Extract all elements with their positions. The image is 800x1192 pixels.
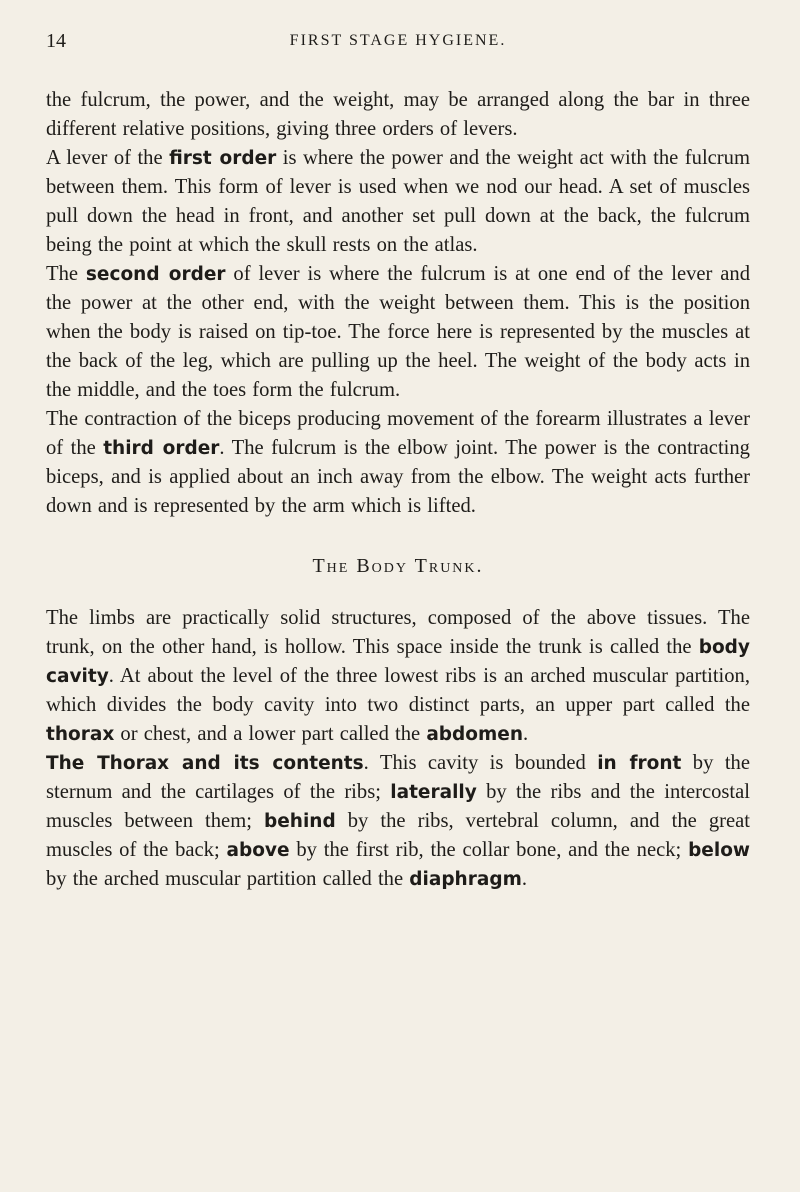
text-run: or chest, and a lower part called the [114,723,427,745]
section-heading: The Body Trunk. [312,555,484,577]
text-run: The contraction of the biceps producing movement of the forearm illustrates a lever of the [46,408,750,459]
running-head [46,30,750,56]
book-page [46,30,750,894]
text-run: by the ribs and the intercostal muscles between them; [46,781,751,832]
paragraph-thorax-contents [46,749,750,894]
text-run: . The fulcrum is the elbow joint. The power is the contracting biceps, and is applied about an inch away from the elbow. The weight acts further down and is represented by the arm which is lifted. [46,437,750,517]
term-thorax: thorax [46,724,115,745]
text-run: The [46,263,86,285]
text-run: by the arched muscular partition called the [46,868,410,890]
text-run: the fulcrum, the power, and the weight, may be arranged along the bar in three different relative positions, giving three orders of levers. [46,89,750,140]
paragraph-body-cavity [46,604,750,749]
running-title: FIRST STAGE HYGIENE. [289,32,507,49]
paragraph-second-order [46,260,750,405]
text-run: . [521,868,528,890]
term-thorax-contents: The Thorax and its contents [46,753,364,774]
page-number: 14 [46,30,66,52]
text-run: . [523,723,529,745]
term-third-order: third order [103,438,220,459]
term-below: below [688,840,750,861]
text-run: by the ribs, vertebral column, and the great muscles of the back; [46,810,751,861]
paragraph-first-order [46,144,750,260]
paragraph-third-order [46,405,750,521]
text-run: by the sternum and the cartilages of the ribs; [46,752,750,803]
text-run: is where the power and the weight act with the fulcrum between them. This form of lever is used when we nod our head. A set of muscles pull down the head in front, and another set pull down at the back, the fulcrum being the point at which the skull rests on the atlas. [46,147,750,256]
term-in-front: in front [597,753,682,774]
term-second-order: second order [85,264,226,285]
term-first-order: first order [169,148,277,169]
paragraph-lever-arrangement [46,86,750,144]
text-run: . At about the level of the three lowest ribs is an arched muscular partition, which divides the body cavity into two distinct parts, an upper part called the [46,665,750,716]
term-behind: behind [264,811,336,832]
term-laterally: laterally [390,782,477,803]
text-run: A lever of the [46,147,170,169]
term-body-cavity: body cavity [46,637,750,687]
term-above: above [226,840,290,861]
term-diaphragm: diaphragm [409,869,522,890]
term-abdomen: abdomen [426,724,524,745]
text-run: The limbs are practically solid structures, composed of the above tissues. The trunk, on the other hand, is hollow. This space inside the trunk is called the [46,607,750,658]
text-run: . This cavity is bounded [363,752,598,774]
text-run: of lever is where the fulcrum is at one end of the lever and the power at the other end, with the weight between them. This is the position when the body is raised on tip-toe. The force here is represented by the muscles at the back of the leg, which are pulling up the heel. The weight of the body acts in the middle, and the toes form the fulcrum. [46,263,751,401]
text-run: by the first rib, the collar bone, and the neck; [289,839,689,861]
